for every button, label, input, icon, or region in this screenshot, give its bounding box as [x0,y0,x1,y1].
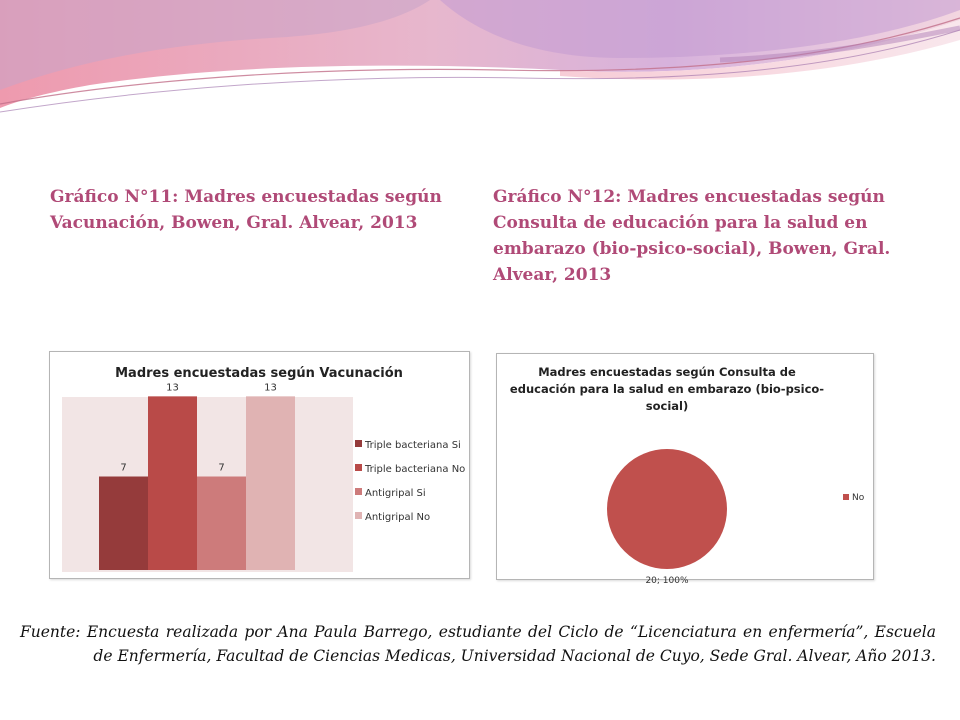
data-label: 20; 100% [645,576,689,586]
data-label: 7 [120,462,127,474]
bar-triple-bacteriana-si [99,477,148,571]
legend-swatch [355,464,362,471]
legend-label: No [852,493,865,503]
legend-label: Triple bacteriana Si [365,440,461,451]
legend-swatch [355,440,362,447]
chart-title: social) [645,399,689,413]
legend-label: Antigripal No [365,512,431,523]
data-label: 13 [264,382,277,394]
chart-title: educación para la salud en embarazo (bio-psico- [509,382,825,396]
header-banner [0,0,960,120]
vaccination-bar-chart [50,352,469,578]
health-education-pie-chart [497,354,873,586]
legend-label: Antigripal Si [365,488,426,499]
chart12-heading: Gráfico N°12: Madres encuestadas según Consulta de educación para la salud en embarazo (bio-psico-social), Bowen, Gral. Alvear, 2013 [493,187,891,285]
data-label: 7 [218,462,225,474]
chart11-heading: Gráfico N°11: Madres encuestadas según Vacunación, Bowen, Gral. Alvear, 2013 [50,187,442,233]
bar-antigripal-si [197,477,246,571]
health-education-chart [496,353,874,586]
source-note: Fuente: Encuesta realizada por Ana Paula Barrego, estudiante del Ciclo de “Licenciatura en enfermería”, Escuela de Enfermería, Facultad de Ciencias Medicas, Universidad Nacional de Cuyo, Sede Gral. Alvear, Año 2013. [20,622,936,665]
bar-antigripal-no [246,396,295,570]
pie-slice-no [607,449,727,569]
legend-label: Triple bacteriana No [365,464,466,475]
bar-triple-bacteriana-no [148,396,197,570]
legend-swatch [355,512,362,519]
vaccination-chart [49,351,470,579]
data-label: 13 [166,382,179,394]
legend-swatch [355,488,362,495]
legend-swatch [843,494,849,500]
chart-title: Madres encuestadas según Vacunación [115,366,403,381]
chart-title: Madres encuestadas según Consulta de [538,365,796,379]
